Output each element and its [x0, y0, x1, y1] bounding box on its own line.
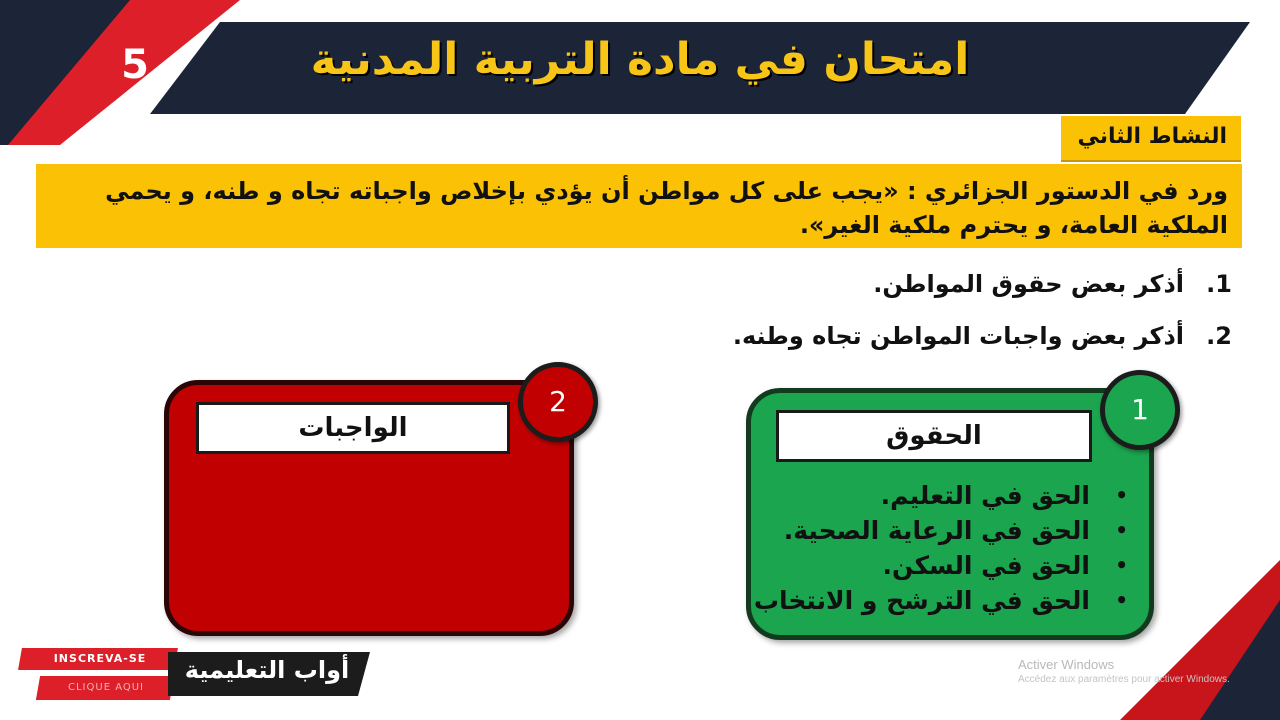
duties-card-title: الواجبات	[196, 402, 510, 454]
question-text: أذكر بعض واجبات المواطن تجاه وطنه.	[732, 322, 1184, 350]
channel-name: أواب التعليمية	[184, 656, 350, 684]
list-item: • الحق في الترشح و الانتخاب	[760, 583, 1132, 618]
activity-label: النشاط الثاني	[1061, 116, 1241, 162]
list-item: • الحق في السكن.	[760, 548, 1132, 583]
list-item: • الحق في التعليم.	[760, 478, 1132, 513]
rights-card-title: الحقوق	[776, 410, 1092, 462]
page-title: امتحان في مادة التربية المدنية	[310, 34, 970, 85]
click-here-link[interactable]: CLIQUE AQUI	[68, 682, 144, 693]
rights-number-badge: 1	[1100, 370, 1180, 450]
list-item: • الحق في الرعاية الصحية.	[760, 513, 1132, 548]
duties-number-badge: 2	[518, 362, 598, 442]
rights-list	[753, 478, 1132, 618]
constitution-quote: ورد في الدستور الجزائري : «يجب على كل مواطن أن يؤدي بإخلاص واجباته تجاه و طنه، و يحمي الملكية العامة، و يحترم ملكية الغير».	[36, 164, 1242, 248]
windows-watermark-title: Activer Windows	[1018, 657, 1115, 672]
question-1	[532, 270, 1232, 298]
question-text: أذكر بعض حقوق المواطن.	[873, 270, 1184, 298]
question-number: 2.	[1206, 322, 1232, 350]
slide-number: 5	[121, 42, 149, 88]
subscribe-button[interactable]: INSCREVA-SE	[53, 652, 147, 665]
question-2	[532, 322, 1232, 350]
question-number: 1.	[1206, 270, 1232, 298]
windows-watermark-subtitle: Accédez aux paramètres pour activer Windows.	[1018, 674, 1230, 685]
